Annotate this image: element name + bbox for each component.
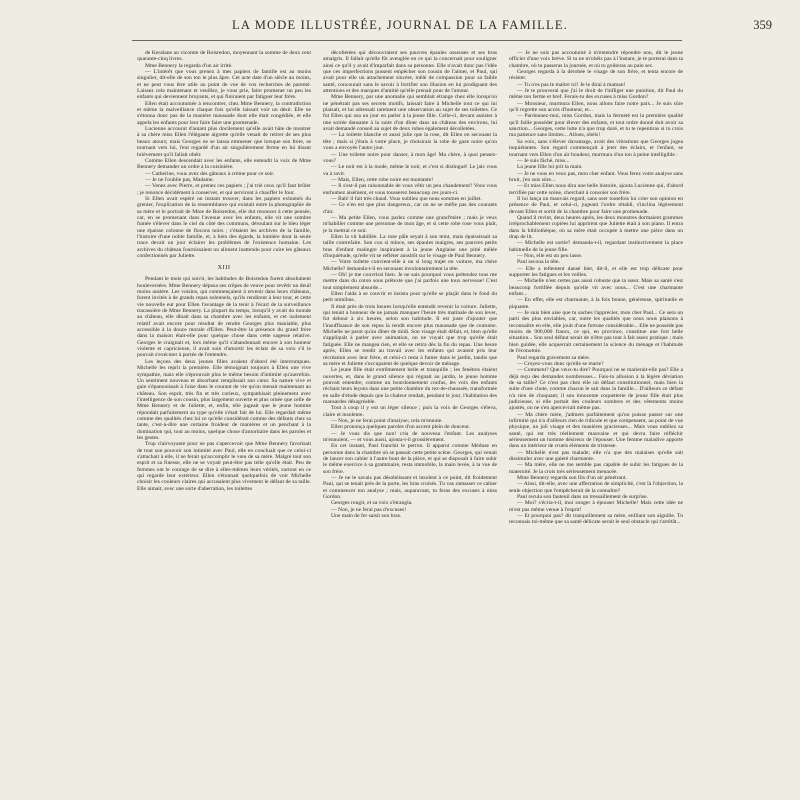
paragraph: — Et pourquoi pas? dit tranquillement sa mère, enfilant son aiguille. Tu reconnais toi-même que sa santé délicate serait le seul obstacle qui t'arrêtât... <box>509 513 683 526</box>
paragraph: — Je te prouverai que j'ai le droit de t'infliger une punition, dit Paul du même ton ferme et bref. Ferais-tu des excuses à miss Gordon? <box>509 88 683 101</box>
paragraph: Trop clairvoyante pour ne pas s'apercevoir que Mme Bennery favorisait de tout son pouvoir son intimité avec Paul, elle en concluait que ce celui-ci s'attachait à elle, il ne ferait qu'accomplir le vœu de sa mère. Malgré tout son esprit et sa finesse, elle ne se voyait peut-être pas telle qu'elle était. Peu de femmes ont le courage de se dire à elles-mêmes leurs vérités, surtout en ce qui regarde leur extérieur. Ellen s'étonnait quelquefois de voir Michelle choisir les couleurs claires qui accusaient plus vivement le défaut de sa taille. Elle aimait, avec une sorte d'aberration, les toilettes <box>137 441 311 492</box>
paragraph: — Ma mère, elle ne me semble pas capable de subir les fatigues de la maternité. Je la crois très sérieusement menacée. <box>509 462 683 475</box>
paragraph: Ellen était accoutumée à rencontrer, chez Mme Bennery, la contradiction et même la malveillance chaque fois qu'elle laissait voir un désir. Elle ne s'étonna donc pas de la manière maussade dont elle était congédiée, et elle appela les enfants pour leur faire faire une promenade. <box>137 100 311 126</box>
paragraph: — Michelle n'est pas malade; elle n'a que des malaises qu'elle sait dissimuler avec une gaieté charmante. <box>509 449 683 462</box>
paragraph: — Bah! il fait très chaud. Vous oubliez que nous sommes en juillet. <box>331 195 482 202</box>
header-rule <box>132 40 682 41</box>
paragraph: Mme Bennery, par une anomalie qui semblait étrange chez elle lorsqu'on ne pénétrait pas ses secrets motifs, laissait faire à Michelle tout ce qui lui plaisait, et lui adressait rarement une observation au sujet de ses toilettes. Ce fut Ellen qui osa un jour en parler à la jeune fille. Celle-ci, devant assister à une soirée dansante à la suite d'un dîner dans un château des environs, lui avait demandé conseil au sujet de deux robes également décolletées. <box>323 94 497 133</box>
paragraph: — Mais, Ellen, cette robe noire est montante! <box>331 176 434 183</box>
paragraph: — En effet, elle est charmante, à la fois bonne, généreuse, spirituelle et piquante. <box>509 297 683 310</box>
paragraph: — Je ne l'oublie pas, Madame. <box>145 176 214 183</box>
paragraph: — Moi? s'écria-t-il, moi songer à épouser Michelle! Mais cette idée ne m'est pas même venue à l'esprit! <box>509 500 683 513</box>
text-columns <box>137 50 683 788</box>
column-1-text-after-section <box>137 276 311 492</box>
paragraph: Pendant le mois qui suivit, les habitudes de Boisredon furent absolument bouleversées. Mme Bennery déposa ses crêpes de veuve pour revêtir un deuil moins austère. Les voisins, qui commençaient à revenir dans leurs châteaux, furent invités à de grands repas solennels, qu'ils rendirent à leur tour, et cette vie nouvelle eut pour Ellen l'avantage de la tenir à l'écart de la surveillance tracassière de Mme Bennery. La plupart du temps, lorsqu'il y avait du monde au château, elle dînait dans sa chambre avec les enfants, et cet isolement relatif avait encore pour résultat de rendre Georges plus maniable, plus accessible à la douce morale d'Ellen. Peut-être la présence du grand frère dans la maison était-elle pour quelque chose dans cette sagesse relative. Georges le craignait et, lors même qu'il s'abandonnait encore à son humeur violente et capricieuse, il avait soin d'amortir les éclats de sa voix s'il le pouvait s'exécuter à portée de l'entendre. <box>137 276 311 359</box>
paragraph: Quand il revint, deux heures après, les deux monstres dormaient grammes irréprochablement copiées lui apprirent que Juliette était à son piano. Il entra dans la bibliothèque, où sa mère était occupée à mettre une pièce dans un drap de lit. <box>509 214 683 240</box>
paragraph: — Ma petite Ellen, vous parlez comme une grand'mère ; mais je veux m'habiller comme une personne de mon âge, et si cette robe rose vous plaît, je la mettrai ce soir. <box>323 214 497 234</box>
paragraph: — Il s'est-il pas raisonnable de vous vêtir un peu chaudement? Vous vous enrhumez aisément, et vous tousserez beaucoup ces jours-ci. <box>323 183 497 196</box>
paragraph: — La toilette blanche et aussi jolie que la rose, dit Ellen en secouant la tête ; mais si j'étais à votre place, je choisirais la robe de gaze noire qu'on vous a envoyée l'autre jour. <box>323 132 497 152</box>
paragraph: Le jeune fille était extrêmement belle et tranquille ; les fenêtres étaient ouvertes, et, dans le grand silence qui régnait au jardin, le jeune homme pouvait entendre, comme un bourdonnement confus, les voix des enfants récitant leurs leçons dans une petite chambre du rez-de-chaussée, transformée en salle d'étude depuis que la chaleur rendait, pendant le jour, l'habitation des mansardes désagréable. <box>323 367 497 405</box>
paragraph: Mme Bennery la regarda d'un air irrité. <box>145 62 233 69</box>
paragraph: Lucienne accourut d'autant plus docilement qu'elle avait hâte de montrer à sa chère miss Ellen l'élégante aigrette qu'elle venait de retirer de ses plus beaux atours; mais Georges ne se laissa emmener que lorsque son frère, se tournant vers lui, l'eut regardé d'un air singulièrement ferme en lui disant brièvement qu'il fallait obéir. <box>137 126 311 158</box>
paragraph: La jeune fille lui prit la main. <box>517 164 583 171</box>
paragraph: En cet instant, Paul franchit le perron. Il apparut comme Méduse en personne dans la chambre où se passait cette petite scène. Georges, qui venait de lancer son cahier à l'autre bout de la pièce, et qui se disposait à faire subir le même exercice à sa grammaire, resta immobile, la main levée, à la vue de son frère. <box>323 443 497 475</box>
paragraph: Paul recula son fauteuil dans un tressaillement de surprise. <box>517 494 648 501</box>
paragraph: — Je ne suis pas accoutumé à m'entendre répondre non, dit le jeune officier d'une voix brève. Si tu ne m'obéis pas à l'instant, je te porterai dans ta chambre, où tu passeras la journée, et où tu goûteras au pain sec. <box>509 50 683 69</box>
paragraph: Paul secoua la tête. <box>517 259 560 266</box>
journal-title: LA MODE ILLUSTRÉE, JOURNAL DE LA FAMILLE. <box>232 18 568 32</box>
paragraph: Tout à coup il y eut un léger silence ; puis la voix de Georges s'éleva, claire et insolente. <box>323 405 497 418</box>
paragraph: décolletées qui découvraient ses pauvres épaules osseuses et ses bras amaigris. Il fallait qu'elle fût aveuglée en ce qui la concernait pour souligner ainsi ce qu'il y avait d'imparfait dans sa personne. Elle n'avait donc pas l'idée que ces imperfections pussent empêcher son cousin de l'aimer, et Paul, qui avait pour elle un attachement sincère, mêlé de compassion pour sa faible santé, concourait sans le savoir à fortifier son illusion en lui prodiguant des attentions et des marques d'amitié qu'elle prenait pour de l'amour. <box>323 50 497 95</box>
paragraph: Ellen prononça quelques paroles d'un accent plein de douceur. <box>331 424 471 431</box>
paragraph: Georges regarda à la dérobée le visage de son frère, et tenta encore de résister. <box>509 69 683 82</box>
paragraph: — Elle a tellement dansé hier, dit-il, et elle est trop délicate pour supporter les fatigues et les veilles. <box>509 265 683 279</box>
paragraph: — Monsieur, murmura Ellen, nous allons faire notre paix... Je suis sûre qu'il regrette son accès d'humeur, et... <box>509 100 683 114</box>
paragraph: — Non, je ne ferai pas d'excuses! <box>331 506 407 513</box>
paragraph: — Pardonnez-moi, miss Gordon, mais la fermeté est la première qualité qu'il faille posséder pour élever des enfants, et tout ordre donné doit avoir sa sanction... Georges, cette lutte n'a que trop duré, et tu te repentiras si tu crois ma patience sans limites... Allons, obéis! <box>509 113 683 139</box>
paragraph: — Le noir est à la mode, même le noir, et c'est si distingué! Le jais vous va à ravir. <box>323 164 497 177</box>
paragraph: Une main de fer saisit son bras. <box>331 513 402 520</box>
paragraph: — Je vous dis que non! cria de nouveau l'enfant. Les analyses m'ennuient, — et vous aussi, ajouta-t-il grossièrement. <box>323 430 497 443</box>
paragraph: — Je ne vous en veux pas, mon cher enfant. Vous ferez votre analyse sans bruit, j'en suis sûre... <box>509 170 683 183</box>
running-header <box>0 18 800 38</box>
paragraph: de Keralane au vicomte de Boisredon, moyennant la somme de deux cent quarante-cinq livres. <box>137 50 311 63</box>
paragraph: — Ainsi, dit-elle, avec une affectation de simplicité, c'est là l'objection, la seule objection que l'empêcherait de la connaître? <box>509 481 683 494</box>
section-number: XIII <box>217 264 231 272</box>
paragraph: — Non, je ne ferai point d'analyse; cela m'ennuie. <box>331 417 443 424</box>
column-3 <box>509 50 683 788</box>
paragraph: — Venez avec Pierre, et prenez ces papiers ; j'ai trié ceux qu'il faut brûler ; je renonce décidément à conserver, et qui serviront à chauffer le four. <box>137 183 311 196</box>
paragraph: Les leçons des deux jeunes filles avaient d'abord été interrompues. Michelle les reprit la première. Elle témoignait toujours à Ellen une vive sympathie, mais elle s'éprouvait plus le même besoin d'intimité qu'autrefois. Un sentiment nouveau et absorbant remplissait son cœur. Sa nature vive et gaie s'épanouissait à l'aise dans le courant de vie qu'on menait maintenant au château. Son esprit, très fin et très curieux, sympathisait pleinement avec l'intelligence de son cousin, plus largement ouverte et plus ornée que celle de Mme Bennery et de Juliette, et, enfin, elle jugeait que le jeune homme répondait parfaitement au type qu'elle s'était fait de lui. Elle regardait même comme des qualités chez lui ce qu'elle considérait comme des défauts chez sa tante, c'est-à-dire une certaine froideur de manières et un penchant à la domination qui, tout au moins, quelque chose d'autoritaire dans les paroles et les gestes. <box>137 358 311 441</box>
paragraph: — Non, elle est un peu lasse. <box>517 253 583 259</box>
paragraph: — Ma chère mère, j'admets parfaitement qu'on puisse passer sur une infirmité qui n'a d'ailleurs rien de ridicule et que compensent, au point de vue physique, un joli visage et des manières gracieuses... Mais vous oubliez sa santé, qui est très réellement mauvaise et qui devra faire réfléchir sérieusement un homme désireux de l'épouser. Une femme maladive apporte dans un intérieur de cruels éléments de tristesse. <box>509 411 683 450</box>
paragraph: Paul regarda gravement sa mère. <box>517 354 591 361</box>
paragraph: — Croyez-vous donc qu'elle se marie? <box>517 360 604 367</box>
column-2 <box>323 50 497 788</box>
paragraph: — Je ne le savais pas désobéissant et insolent à ce point, dit froidement Paul, qui se tenait près de la porte, les bras croisés. Tu vas ramasser ce cahier et commencer ton analyse ; mais, auparavant, tu feras des excuses à miss Gordon. <box>323 475 497 501</box>
paragraph: Sa voix, sans s'élever davantage, avait des vibrations que Georges jugea inquiétantes. Son regard commençait à jeter des éclairs, et l'enfant, se tournant vers Ellen d'un air boudeur, murmura d'un ton à peine intelligible : <box>509 138 683 158</box>
column-1 <box>137 50 311 788</box>
paragraph: — L'intérêt que vous prenez à mes papiers de famille est au moins singulier, dit-elle de son ton le plus âpre. Cet acte date d'un siècle au moins, et ne peut vous être utile au point de vue de vos recherches de parenté. Laissez cela maintenant et veuillez, je vous prie, faire promener un peu les enfants qui deviennent bruyants, et qui finiraient par fatiguer leur frère. <box>137 69 311 101</box>
paragraph: Mme Bennery regarda son fils d'un air pénétrant. <box>517 475 627 482</box>
paragraph: — Oh! je me couvrirai bien. Je ne sais pourquoi vous prétendez tous me mettre dans du coton sous prétexte que j'ai parfois une toux nerveuse! C'est tout simplement absurde... <box>323 272 497 291</box>
paragraph: Ellen l'aida à se couvrir et insista pour qu'elle se plaçât dans le fond du petit omnibus. <box>323 291 497 304</box>
paragraph: — Je suis fâché, miss... <box>517 157 570 164</box>
paragraph: — Catherine, vous avez des gâteaux à crème pour ce soir. <box>145 170 275 177</box>
paragraph: — Tu n'es pas le maître ici! Je le dirai à maman! <box>517 81 626 88</box>
paragraph: — Je suis bien aise que tu saches l'apprécier, mon cher Paul... Ce sera un parti des plus enviables, car, outre les qualités que nous nous plaisons à reconnaître en elle, elle jouit d'une fortune considérable... Elle ne possède pas moins de 900,000 francs, ce qui, en province, constitue une fort belle situation... Son seul défaut serait de n'être pas tout à fait assez pratique ; mais bien guidée, elle acquerrait certainement la science du ménage et l'habitude de l'économie. <box>509 310 683 355</box>
column-1-text-before-section <box>137 50 311 259</box>
paragraph: Georges rougit, et sa voix s'étrangla. <box>331 500 413 507</box>
paragraph: Il était près de trois heures lorsqu'elle entendit revenir la voiture. Juliette, qui tenait à honneur de ne jamais manquer l'heure très matinale de son lever, fut debout à six heures, selon son habitude. Il est juste d'ajouter que l'insuffisance de son repos la rendit encore plus maussade que de coutume. Michelle ne parut qu'au dîner de midi. Son visage était défait, et, bien qu'elle s'appliquât à parler avec animation, on ne voyait que trop qu'elle était fatiguée. Elle ne mangea rien, et elle se retira dès la fin du repas. Une heure après, Ellen se rendit au travail avec les enfants qui avaient pris leur récréation avec leur frère, et celui-ci resta à fumer dans le jardin, tandis que sa mère et Juliette s'occupaient de quelque devoir de ménage. <box>323 303 497 367</box>
paragraph: Ellen la vit habillée. La rose pâle seyait à son teint, mais épaississait sa taille contrefaite. Son cou si mince, ses épaules maigres, ses pauvres petits bras d'enfant malingre inspiraient à la jeune Anglaise une pitié mêlée d'inquiétude, qu'elle vit se refléter aussitôt sur le visage de Paul Bennery. <box>323 233 497 259</box>
paragraph: — Votre toilette convient-elle à un si long trajet en voiture, ma chère Michelle? demanda-t-il en secouant involontairement la tête. <box>323 259 497 272</box>
paragraph: — Et miss Ellen nous dira une belle histoire, ajouta Lucienne qui, d'abord terrifiée par cette scène, cherchait à consoler son frère. <box>509 183 683 196</box>
paragraph: — Comment? Que veux-tu dire? Pourquoi ne se marierait-elle pas? Elle a déjà reçu des demandes nombreuses... Fais-tu allusion à la légère déviation de sa taille? Ce n'est pas chez elle un défaut constitutionnel, mais bien la suite d'une chute, comme chacun le sait dans la famille... D'ailleurs ce défaut n'a rien de choquant; il son innocente coquetterie de jeune fille était plus judicieuse, si elle portait des couleurs sombres et des vêtements moins ajustés, on ne s'en apercevrait même pas. <box>509 367 683 412</box>
paragraph: Si Ellen avait espéré un instant trouver, dans les papiers exhumés du grenier, l'explication de la ressemblance qui existait entre la photographie de sa mère et le portrait de Mme de Boisredon, elle dut renoncer à cette pensée, car, en se promenant dans l'avenue avec les enfants, elle vit une sombre fumée s'élever dans le ciel du côté des communs, déroulant sur le bleu léger une épaisse colonne de flocons noirs ; c'étaient les archives de la famille, l'histoire d'une noble famille, et, à bien des égards, la lumière dont la seule trace devait un jour éclairer les problèmes de l'existence humaine. Les archives du château fournissaient un aliment inattendu pour cuire les gâteaux confectionnés par Juliette. <box>137 195 311 259</box>
paragraph: — Michelle est sortie? demanda-t-il, regardant instinctivement la place habituelle de la jeune fille. <box>509 240 683 253</box>
paragraph: Comme Ellen descendait avec les enfants, elle entendit la voix de Mme Bennery demander un ordre à la cuisinière. <box>137 157 311 171</box>
paragraph: Il lui lança un mauvais regard, sans oser toutefois lui crier son opinion en présence de Paul, et celui-ci, jugeant l'ordre rétabli, s'inclina légèrement devant Ellen et sortit de la chambre pour faire une promenade. <box>509 195 683 215</box>
page-number: 359 <box>753 18 772 32</box>
paragraph: — Michelle n'est certes pas aussi robuste que ta sœur. Mais sa santé s'est beaucoup fortifiée depuis qu'elle vit avec nous... C'est une charmante enfant... <box>509 278 683 298</box>
paragraph: — Ce n'en est que plus dangereux, car on ne se méfie pas des courants d'air. <box>323 202 497 215</box>
paragraph: — Une toilette noire pour danser, à mon âge! Ma chère, à quoi pensez-vous? <box>323 151 497 164</box>
